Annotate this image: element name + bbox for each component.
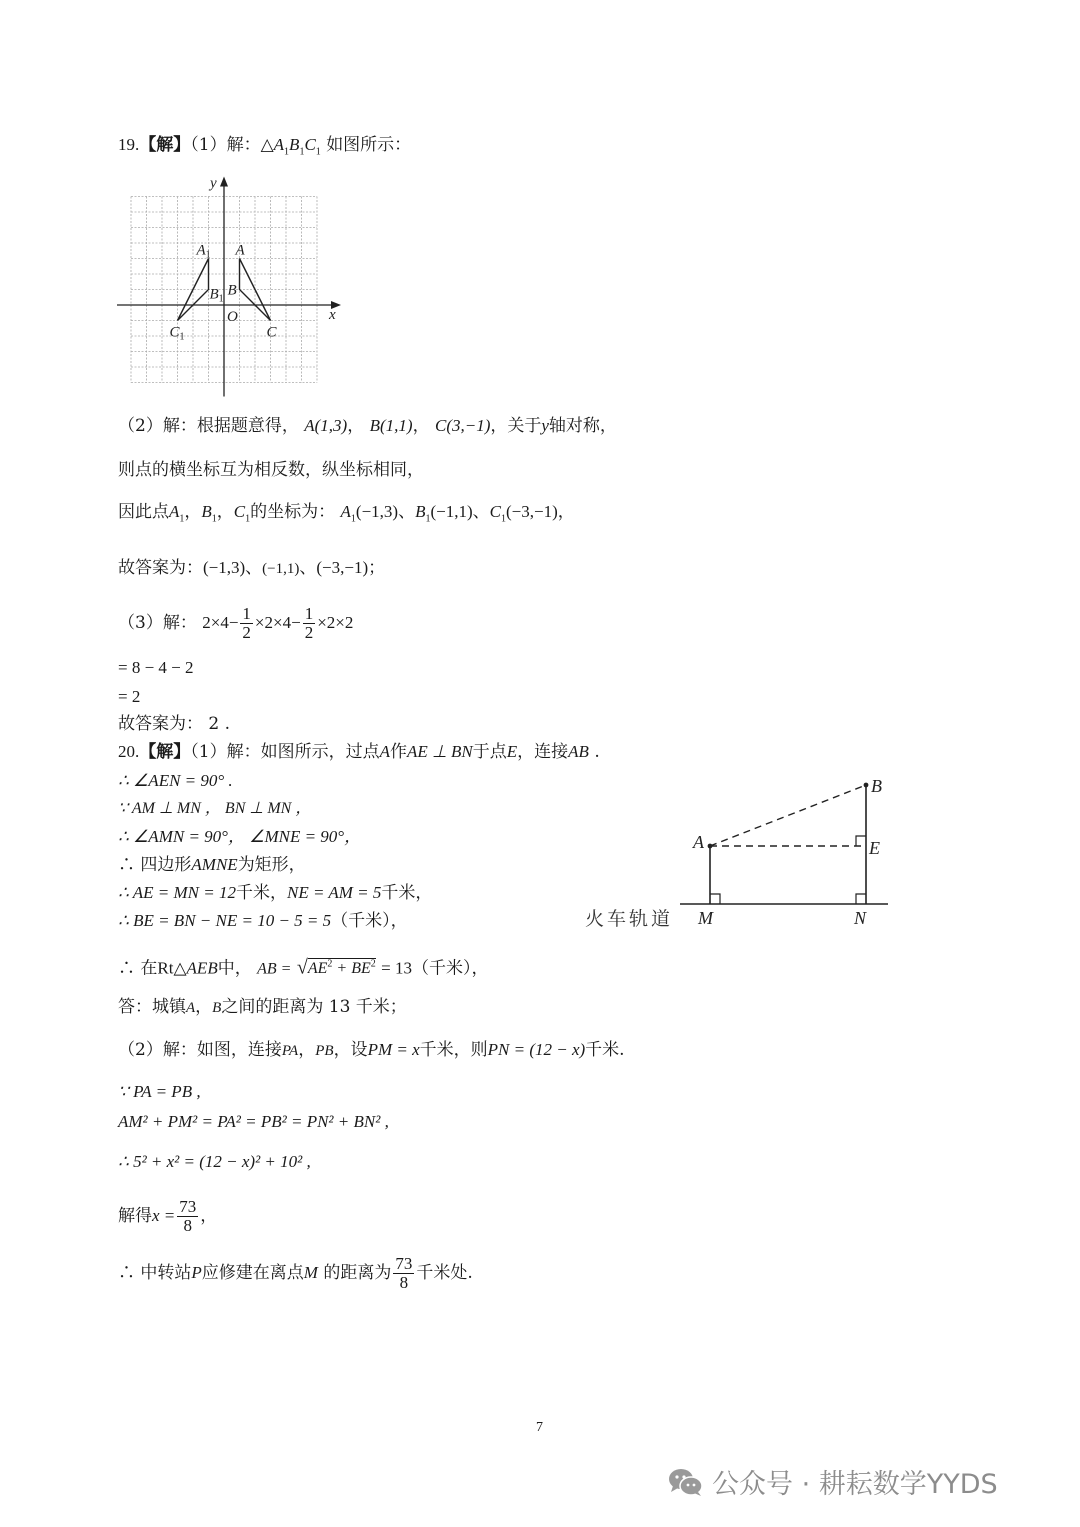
answer-2: (−1,1) (262, 561, 300, 577)
q20-line3: ∵ AM ⊥ MN ， BN ⊥ MN ， (118, 800, 312, 817)
period: . (594, 742, 600, 762)
coordinate-grid-figure (115, 170, 350, 402)
expr: NE = AM = 5 (286, 883, 382, 902)
grid-labels (170, 176, 337, 343)
var-AMNE: AMNE (191, 855, 238, 874)
var-AEB: AEB (186, 958, 218, 978)
right-angle-E (856, 836, 866, 846)
var-y: y (541, 416, 549, 435)
separator: 、 (472, 502, 490, 522)
q20-line8 (118, 954, 488, 980)
comma: ， (347, 416, 365, 436)
exponent: 2 (370, 959, 376, 970)
point-A-dot (708, 844, 713, 849)
expr-PM: PM = x (367, 1040, 420, 1059)
triangle-symbol: △ (260, 135, 274, 155)
comma: ， (184, 502, 202, 522)
plus: + (332, 960, 352, 978)
text: ，连接 (517, 742, 569, 762)
subscript: 1 (299, 146, 305, 158)
fraction-73-8 (177, 1198, 198, 1235)
unit: （千米）， (331, 911, 408, 931)
answer-label: 故答案为： (118, 558, 203, 578)
fraction-73-8 (393, 1255, 414, 1292)
q19-heading (118, 134, 411, 163)
answer-1: (−1,3) (203, 558, 246, 577)
part-text: 如图所示： (326, 135, 412, 155)
expr-x: x = (152, 1206, 176, 1225)
subscript: 1 (284, 146, 290, 158)
text: 千米，则 (419, 1040, 488, 1060)
point-C-coord: C(3,−1) (434, 416, 491, 435)
point-B-coord: B(1,1) (369, 416, 413, 435)
subscript: 1 (245, 513, 251, 525)
denominator: 8 (183, 1216, 193, 1235)
q19-part3-step1: = 8 − 4 − 2 (118, 658, 194, 677)
expr: ×2×4− (254, 613, 301, 632)
text: 解得 (118, 1206, 152, 1226)
watermark (668, 1462, 998, 1501)
q20-eq2: AM² + PM² = PA² = PB² = PN² + BN² , (118, 1112, 389, 1131)
label-B: B (871, 776, 882, 796)
coord-B1: (−1,1) (430, 502, 473, 521)
denominator: 2 (304, 623, 314, 642)
fraction-half (303, 605, 316, 642)
q20-line5 (118, 854, 306, 876)
var-PB: PB (315, 1043, 334, 1059)
var-PA: PA (281, 1043, 299, 1059)
wechat-icon (668, 1467, 704, 1497)
comma: ， (298, 1040, 316, 1060)
subscript: 1 (350, 513, 356, 525)
perp-expr: AE ⊥ BN (406, 742, 473, 761)
var-A1: A (169, 502, 180, 521)
var-C1: C (233, 502, 246, 521)
label-y-axis: y (210, 175, 217, 192)
text: 千米. (585, 1040, 625, 1060)
q19-part2-line3 (118, 501, 575, 530)
q20-line2: ∴ ∠AEN = 90° . (118, 771, 233, 790)
text: 为矩形， (237, 855, 306, 875)
semicolon: ； (368, 558, 386, 578)
var-M: M (303, 1263, 318, 1282)
separator: 、 (299, 558, 317, 578)
label-x-axis: x (329, 307, 336, 323)
solution-tag: 【解】 (139, 742, 191, 762)
fraction-half (240, 605, 253, 642)
label-A: A (693, 832, 704, 852)
comma: ， (557, 502, 575, 522)
part-label: （2）解：根据题意得， (118, 416, 299, 436)
right-angle-M (710, 894, 720, 904)
text: 中， (217, 958, 252, 979)
q20-line4: ∴ ∠AMN = 90°， ∠MNE = 90°， (118, 827, 362, 846)
text: （1）解：如图所示，过点 (190, 742, 380, 762)
numerator: 1 (242, 604, 251, 623)
unit: （千米）， (411, 958, 489, 979)
var-A1: A (340, 502, 351, 521)
separator: 、 (398, 502, 416, 522)
page-number: 7 (536, 1420, 543, 1435)
q20-eq1: ∵ PA = PB , (118, 1082, 201, 1101)
question-number: 20. (118, 742, 140, 761)
text: 于点 (472, 742, 507, 762)
expr: ∴ BE = BN − NE = 10 − 5 = 5 (118, 911, 332, 930)
numerator: 1 (304, 604, 314, 623)
separator: 、 (245, 558, 263, 578)
q20-answer1 (118, 996, 407, 1019)
text: 应修建在离点 (201, 1263, 304, 1283)
q19-part2-line2: 则点的横坐标互为相反数，纵坐标相同， (118, 460, 424, 480)
var-BE: BE (351, 960, 371, 978)
denominator: 8 (399, 1273, 409, 1292)
text: 的坐标为： (250, 502, 336, 522)
comma: ， (412, 416, 430, 436)
text: ∴ 四边形 (118, 855, 192, 875)
rt-triangle: Rt△ (157, 958, 187, 978)
railway-geometry-figure (580, 765, 895, 935)
text: 轴对称， (548, 416, 617, 436)
sqrt-sign: √ (296, 956, 308, 979)
label-B1: $B_1$ (209, 286, 224, 305)
var-A: A (379, 742, 390, 761)
text: ∴ 在 (118, 958, 158, 979)
expr: 2×4− (202, 613, 239, 632)
expr: ×2×2 (317, 613, 354, 632)
var-B1: B (201, 502, 212, 521)
text: ，设 (333, 1040, 368, 1060)
text: （2）解：如图，连接 (118, 1040, 282, 1060)
part-label: （3）解： (118, 613, 197, 633)
q20-part2-line1 (118, 1039, 625, 1062)
comma: ， (216, 502, 234, 522)
solution-tag: 【解】 (139, 135, 191, 155)
q19-part2-line1 (118, 415, 617, 437)
subscript: 1 (179, 513, 185, 525)
expr: ∴ AE = MN = 12 (118, 883, 236, 902)
var-AE: AE (307, 960, 328, 978)
text: ，关于 (490, 416, 542, 436)
denominator: 2 (242, 623, 251, 642)
label-N: N (854, 908, 867, 928)
q20-solve (118, 1196, 217, 1236)
answer-3: (−3,−1) (316, 558, 369, 577)
var-B: B (289, 135, 300, 154)
track-label: 火车轨道 (585, 908, 674, 930)
subscript: 1 (315, 146, 321, 158)
var-C: C (304, 135, 316, 154)
text: 的距离为 (323, 1263, 392, 1283)
subscript: 1 (211, 513, 217, 525)
watermark-text: 公众号 · 耕耘数学YYDS (712, 1469, 998, 1500)
right-angle-N (856, 894, 866, 904)
unit: 千米， (235, 883, 287, 903)
label-origin: O (227, 309, 238, 325)
dashed-AB (710, 785, 866, 846)
part-label: （1）解： (190, 135, 261, 155)
var-A: A (273, 135, 285, 154)
label-A1: $A_1$ (196, 242, 211, 261)
comma: ， (195, 997, 213, 1017)
sqrt-radicand (308, 958, 376, 977)
var-E: E (506, 742, 518, 761)
q19-part3-step2: = 2 (118, 687, 141, 706)
var-A: A (186, 1000, 196, 1016)
text: ∴ 中转站 (118, 1263, 192, 1283)
var-P: P (191, 1263, 202, 1282)
label-A: A (235, 242, 245, 259)
subscript: 1 (501, 513, 506, 525)
unit: 千米， (381, 883, 433, 903)
expr-PN: PN = (12 − x) (487, 1040, 586, 1059)
label-M: M (698, 908, 713, 928)
label-B: B (227, 282, 237, 299)
text: 答：城镇 (118, 997, 186, 1017)
coord-C1: (−3,−1) (506, 502, 558, 521)
var-B1: B (415, 502, 426, 521)
expr: AB = (257, 960, 292, 978)
coord-A1: (−1,3) (355, 502, 399, 521)
q19-part2-answer (118, 557, 385, 580)
result: = 13 (381, 958, 412, 978)
subscript: 1 (425, 513, 431, 525)
q20-line6 (118, 882, 432, 904)
var-B: B (212, 1000, 222, 1016)
q20-line7 (118, 910, 408, 932)
q19-part3-answer: 故答案为： 2 . (118, 714, 231, 734)
numerator: 73 (179, 1197, 197, 1216)
exponent: 2 (327, 959, 333, 970)
numerator: 73 (395, 1254, 413, 1273)
q20-final (118, 1253, 473, 1293)
var-C1: C (489, 502, 501, 521)
comma: ， (200, 1206, 218, 1226)
label-C1: $C_1$ (169, 324, 185, 343)
label-E: E (869, 838, 880, 858)
label-C: C (266, 324, 277, 341)
point-A-coord: A(1,3) (304, 416, 348, 435)
text: 因此点 (118, 502, 169, 522)
text: 作 (389, 742, 407, 762)
q20-eq3: ∴ 5² + x² = (12 − x)² + 10² , (118, 1152, 311, 1171)
text: 之间的距离为 13 千米； (221, 997, 407, 1017)
q20-heading (118, 741, 600, 763)
var-AB: AB (568, 742, 589, 761)
question-number: 19. (118, 135, 140, 154)
point-B-dot (864, 783, 869, 788)
y-axis-arrow-icon (220, 177, 228, 187)
q19-part3-line1 (118, 603, 353, 643)
text: 千米处. (416, 1263, 473, 1283)
